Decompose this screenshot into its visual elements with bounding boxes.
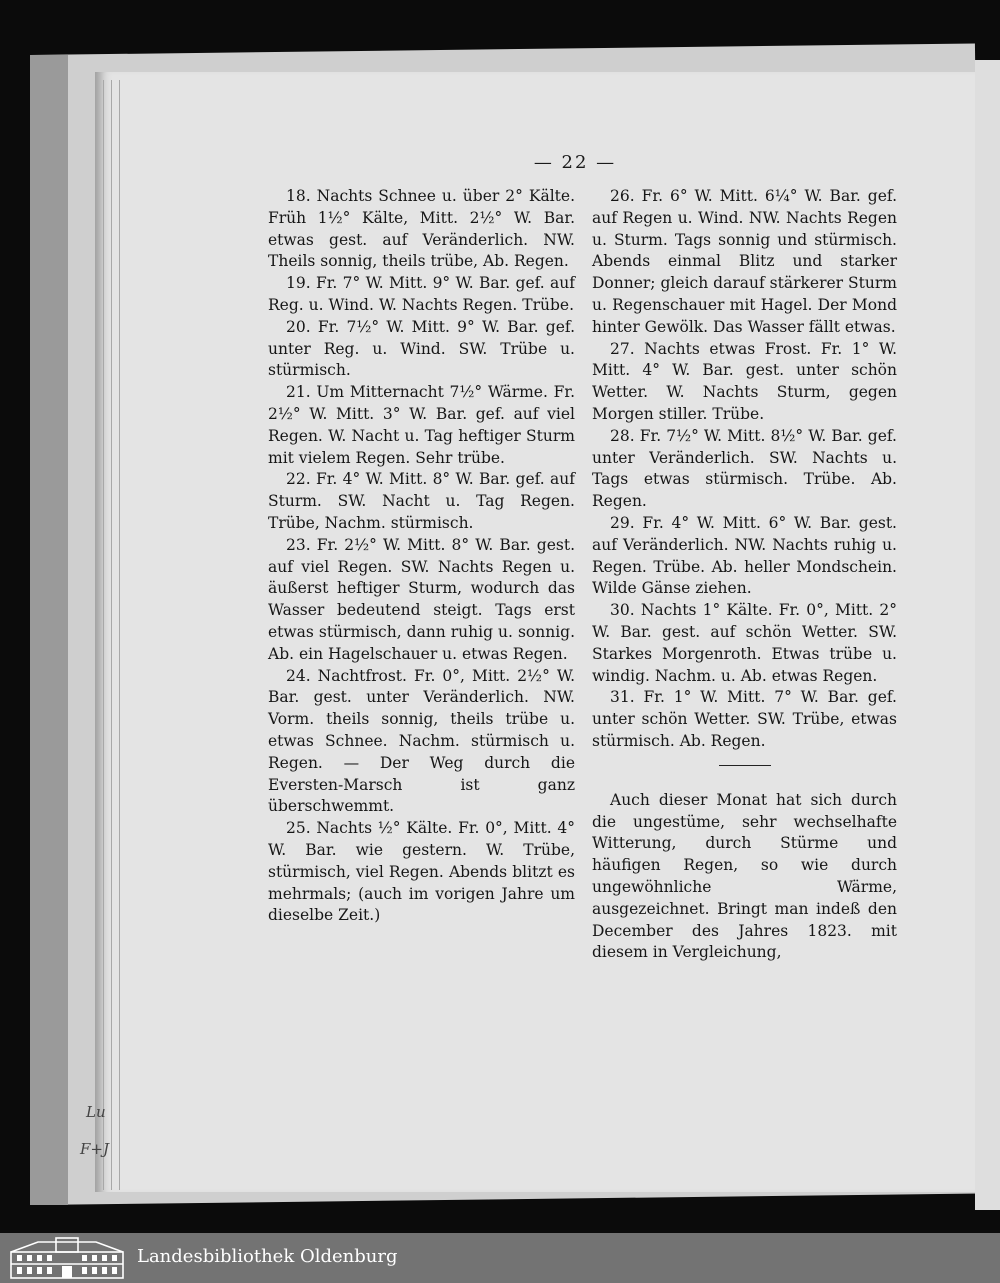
weather-entry: 24. Nachtfrost. Fr. 0°, Mitt. 2½° W. Bar. gest. unter Veränderlich. NW. Vorm. theils sonnig, theils trübe u. etwas Schnee. Nachm. stürmisch u. Regen. — Der Weg durch die Eversten-Marsch ist ganz überschwemmt. <box>268 666 575 816</box>
weather-entry: 29. Fr. 4° W. Mitt. 6° W. Bar. gest. auf Veränderlich. NW. Nachts ruhig u. Regen. Trübe. Ab. heller Mondschein. Wilde Gänse ziehen. <box>592 513 897 598</box>
left-text-column <box>268 186 575 927</box>
weather-entry: 28. Fr. 7½° W. Mitt. 8½° W. Bar. gef. unter Veränderlich. SW. Nachts u. Tags etwas stürmisch. Trübe. Ab. Regen. <box>592 426 897 511</box>
weather-entry: 31. Fr. 1° W. Mitt. 7° W. Bar. gef. unter schön Wetter. SW. Trübe, etwas stürmisch. Ab. Regen. <box>592 688 897 750</box>
page-number: — 22 — <box>533 152 617 173</box>
handwritten-margin-note: F+J <box>80 1140 109 1158</box>
facing-page-edge <box>975 60 1000 1210</box>
weather-entry: 19. Fr. 7° W. Mitt. 9° W. Bar. gef. auf Reg. u. Wind. W. Nachts Regen. Trübe. <box>268 274 575 314</box>
handwritten-margin-note: Lu <box>86 1103 106 1121</box>
library-building-icon <box>8 1236 126 1280</box>
page-edge-line <box>119 80 120 1190</box>
weather-entry: 22. Fr. 4° W. Mitt. 8° W. Bar. gef. auf Sturm. SW. Nacht u. Tag Regen. Trübe, Nachm. stürmisch. <box>268 470 575 532</box>
book-spine-edge <box>30 55 68 1205</box>
weather-entry: 30. Nachts 1° Kälte. Fr. 0°, Mitt. 2° W. Bar. gest. auf schön Wetter. SW. Starkes Morgenroth. Etwas trübe u. windig. Nachm. u. Ab. etwas Regen. <box>592 601 897 685</box>
weather-entry: 21. Um Mitternacht 7½° Wärme. Fr. 2½° W. Mitt. 3° W. Bar. gef. auf viel Regen. W. Nacht u. Tag heftiger Sturm mit vielem Regen. Sehr trübe. <box>268 383 575 467</box>
library-footer-bar <box>0 1233 1000 1283</box>
section-divider <box>719 765 771 766</box>
weather-entry: 27. Nachts etwas Frost. Fr. 1° W. Mitt. 4° W. Bar. gest. unter schön Wetter. W. Nachts Sturm, gegen Morgen stiller. Trübe. <box>592 339 897 423</box>
weather-entry: 25. Nachts ½° Kälte. Fr. 0°, Mitt. 4° W. Bar. wie gestern. W. Trübe, stürmisch, viel Regen. Abends blitzt es mehrmals; (auch im vorigen Jahre um dieselbe Zeit.) <box>268 819 575 925</box>
weather-entry: 26. Fr. 6° W. Mitt. 6¼° W. Bar. gef. auf Regen u. Wind. NW. Nachts Regen u. Sturm. Tags sonnig und stürmisch. Abends einmal Blitz und starker Donner; gleich darauf stärkerer Sturm u. Regenschauer mit Hagel. Der Mond hinter Gewölk. Das Wasser fällt etwas. <box>592 187 897 336</box>
page-edge-line <box>111 80 112 1190</box>
weather-entry: 23. Fr. 2½° W. Mitt. 8° W. Bar. gest. auf viel Regen. SW. Nachts Regen u. äußerst heftiger Sturm, wodurch das Wasser bedeutend steigt. Tags erst etwas stürmisch, dann ruhig u. sonnig. Ab. ein Hagelschauer u. etwas Regen. <box>268 535 575 663</box>
right-text-column <box>592 186 897 964</box>
weather-entry: 20. Fr. 7½° W. Mitt. 9° W. Bar. gef. unter Reg. u. Wind. SW. Trübe u. stürmisch. <box>268 317 575 380</box>
page-edge-line <box>103 80 104 1190</box>
summary-paragraph: Auch dieser Monat hat sich durch die ungestüme, sehr wechselhafte Witterung, durch Stürme und häufigen Regen, so wie durch ungewöhnliche Wärme, ausgezeichnet. Bringt man indeß den December des Jahres 1823. mit diesem in Vergleichung, <box>592 790 897 962</box>
library-name: Landesbibliothek Oldenburg <box>137 1246 398 1267</box>
weather-entry: 18. Nachts Schnee u. über 2° Kälte. Früh 1½° Kälte, Mitt. 2½° W. Bar. etwas gest. auf Veränderlich. NW. Theils sonnig, theils trübe, Ab. Regen. <box>268 187 575 271</box>
